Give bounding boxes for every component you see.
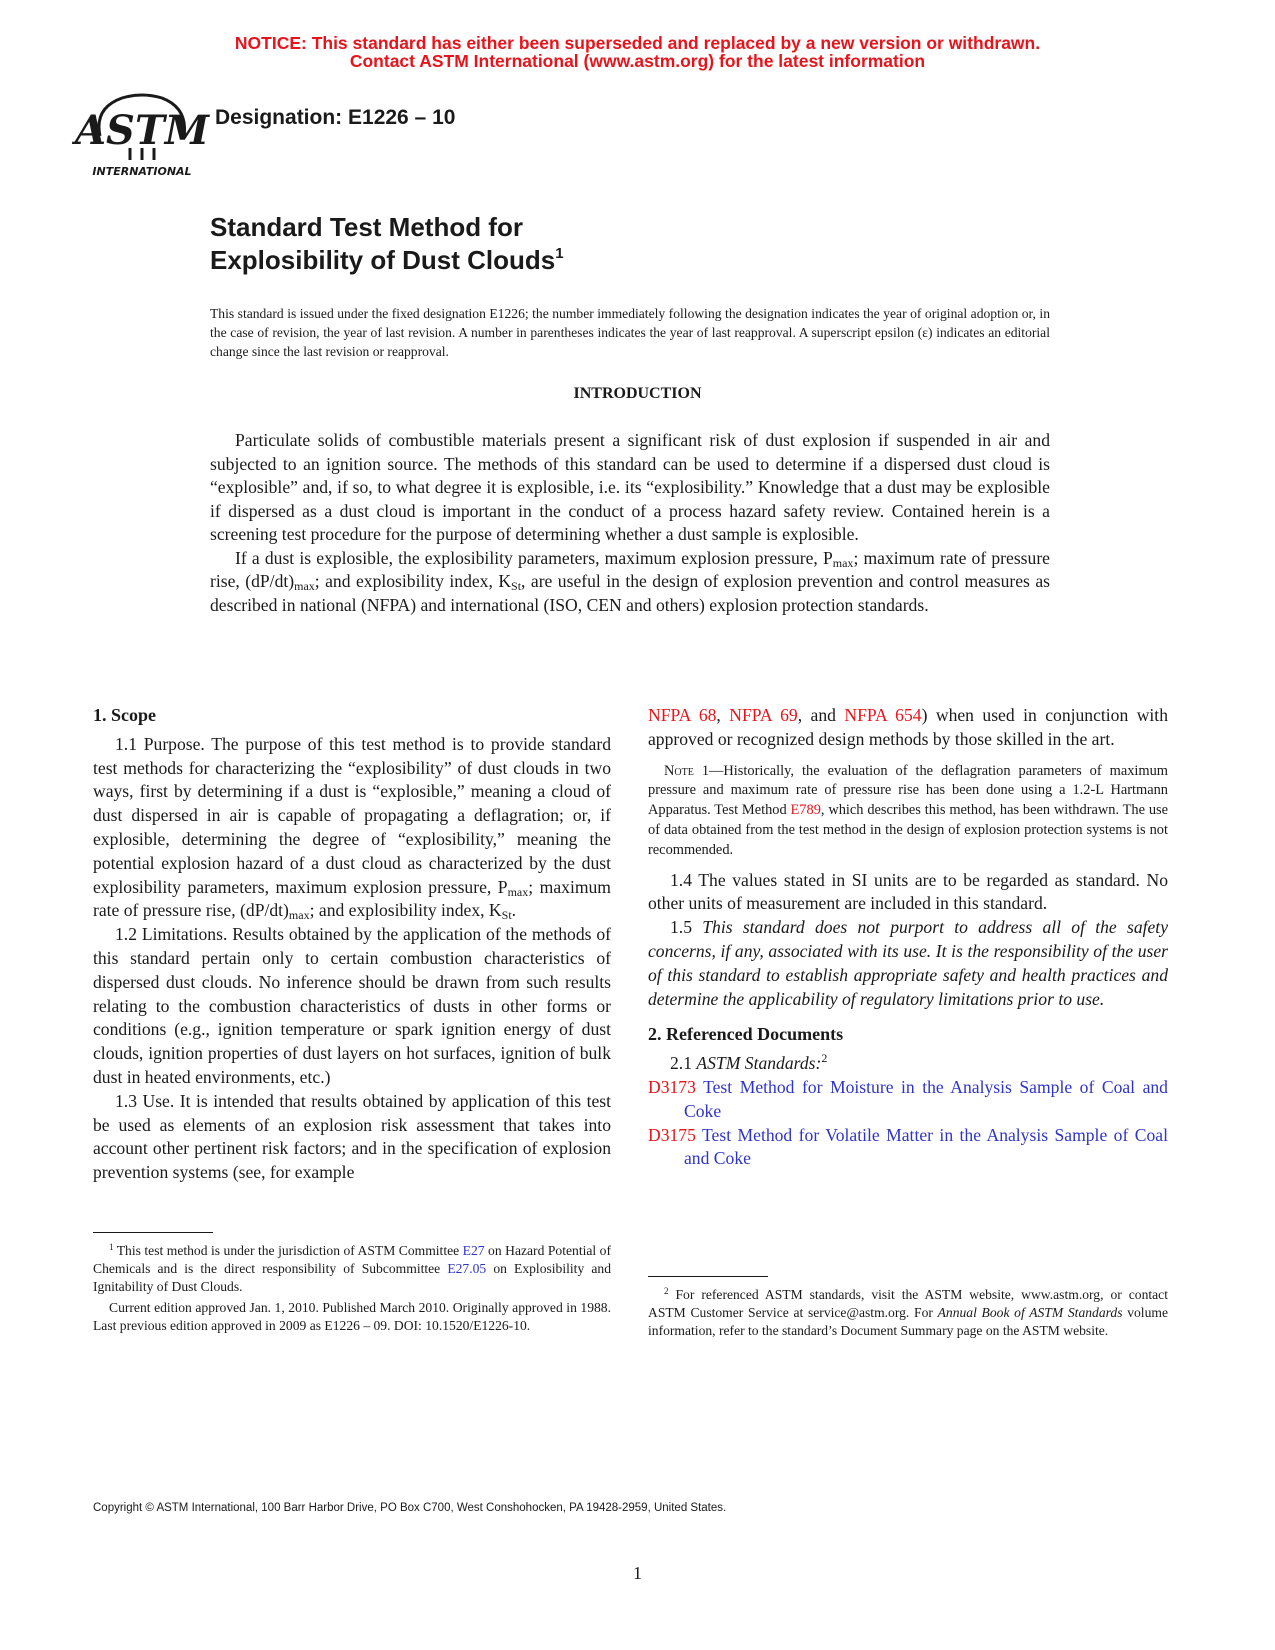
designation: Designation: E1226 – 10 (215, 106, 456, 129)
footnote-2: $^2$ For referenced ASTM standards, visit the ASTM website, www.astm.org, or contact ASTM Customer Service at service@astm.org. For Annual Book of ASTM Standards volume information, refer to the standard’s Document Summary page on the ASTM website. (648, 1286, 1168, 1338)
footnote-rule-left (93, 1232, 213, 1233)
intro-paragraph-1: Particulate solids of combustible materials present a significant risk of dust explosion if suspended in air and subjected to an ignition source. The methods of this standard can be used to determine if a dispersed dust cloud is “explosible” and, if so, to what degree it is explosible, i.e. its “explosibility.” Knowledge that a dust may be explosible if dispersed as a dust cloud is important in the conduct of a process hazard safety review. Contained herein is a screening test procedure for the purpose of determining whether a dust sample is explosible. (210, 430, 1050, 544)
scope-1-5: 1.5 This standard does not purport to address all of the safety concerns, if any, associated with its use. It is the responsibility of the user of this standard to establish appropriate safety and health practices and determine the applicability of regulatory limitations prior to use. (648, 917, 1169, 1009)
title-footnote-mark: 1 (555, 245, 564, 262)
nfpa-654-link[interactable]: NFPA 654 (844, 705, 922, 725)
page-title (210, 211, 564, 277)
section-2-heading: 2. Referenced Documents (648, 1024, 844, 1045)
introduction-body (210, 429, 1050, 617)
e27-link[interactable]: E27 (462, 1243, 485, 1258)
scope-1-1: 1.1 Purpose. The purpose of this test method is to provide standard test methods for characterizing the “explosibility” of dust clouds in two ways, first by determining if a dust is “explosible,” meaning a cloud of dust dispersed in air is capable of propagating a deflagration; or, if explosible, determining the degree of “explosibility,” meaning the potential explosion hazard of a dust cloud as characterized by the dust explosibility parameters, maximum explosion pressure, $P_{max}$; maximum rate of pressure rise, $(dP/dt)_{max}$; and explosibility index, $K_{St}$. (93, 733, 611, 923)
title-line-1: Standard Test Method for (210, 212, 523, 242)
svg-text:ASTM: ASTM (75, 107, 209, 154)
scope-1-4: 1.4 The values stated in SI units are to be regarded as standard. No other units of measurement are included in this standard. (648, 869, 1168, 914)
title-line-2: Explosibility of Dust Clouds (210, 245, 556, 275)
footnote-rule-right (648, 1276, 768, 1277)
intro-paragraph-2: If a dust is explosible, the explosibility parameters, maximum explosion pressure, $P_{max}$; maximum rate of pressure rise, $(dP/dt)_{max}$; and explosibility index, $K_{St}$, are useful in the design of explosion prevention and control measures as described in national (NFPA) and international (ISO, CEN and others) explosion protection standards. (210, 547, 1051, 615)
section-1-heading: 1. Scope (93, 705, 156, 725)
scope-1-3-continued: NFPA 68, NFPA 69, and NFPA 654) when used in conjunction with approved or recognized design methods by those skilled in the art. (648, 705, 1168, 749)
notice-line-1: NOTICE: This standard has either been superseded and replaced by a new version or withdrawn. (234, 33, 1041, 53)
left-column (93, 704, 611, 1185)
nfpa-69-link[interactable]: NFPA 69 (729, 705, 798, 725)
nfpa-68-link[interactable]: NFPA 68 (648, 705, 717, 725)
astm-standards-label: 2.1 ASTM Standards:$^2$ (670, 1051, 828, 1074)
copyright: Copyright © ASTM International, 100 Barr Harbor Drive, PO Box C700, West Conshohocken, PA 19428-2959, United States. (93, 1502, 727, 1514)
astm-logo (75, 86, 209, 178)
e789-link[interactable]: E789 (790, 802, 821, 819)
reference-d3175[interactable]: D3175 Test Method for Volatile Matter in the Analysis Sample of Coal and Coke (648, 1124, 1168, 1169)
introduction-heading: INTRODUCTION (573, 385, 702, 402)
footnote-1-edition: Current edition approved Jan. 1, 2010. Published March 2010. Originally approved in 1988. Last previous edition approved in 2009 as E1226 – 09. DOI: 10.1520/E1226-10. (93, 1300, 611, 1333)
logo-text: INTERNATIONAL (92, 165, 192, 178)
astm-logo-icon (75, 86, 209, 178)
footnote-1: $^1$ This test method is under the jurisdiction of ASTM Committee E27 on Hazard Potential of Chemicals and is the direct responsibility of Subcommittee E27.05 on Explosibility and Ignitability of Dust Clouds. Current edition approved Jan. 1, 2010. Published March 2010. Originally approved in 1988. Last previous edition approved in 2009 as E1226 – 09. DOI: 10.1520/E1226-10. (93, 1242, 611, 1333)
scope-1-2: 1.2 Limitations. Results obtained by the application of the methods of this standard pertain only to certain combustion characteristics of dispersed dust clouds. No inference should be drawn from such results relating to the combustion characteristics of dusts in other forms or conditions (e.g., ignition temperature or spark ignition energy of dust clouds, ignition properties of dust layers on hot surfaces, ignition of bulk dust in heated environments, etc.) (93, 924, 611, 1087)
issued-note: This standard is issued under the fixed designation E1226; the number immediately following the designation indicates the year of original adoption or, in the case of revision, the year of last revision. A number in parentheses indicates the year of last reapproval. A superscript epsilon (ε) indicates an editorial change since the last revision or reapproval. (210, 306, 1050, 359)
scope-1-3: 1.3 Use. It is intended that results obtained by application of this test be used as elements of an explosion risk assessment that takes into account other pertinent risk factors; and in the specification of explosion prevention systems (see, for example (93, 1090, 611, 1183)
reference-d3173[interactable]: D3173 Test Method for Moisture in the Analysis Sample of Coal and Coke (648, 1076, 1168, 1121)
page-number: 1 (633, 1563, 642, 1583)
e27-05-link[interactable]: E27.05 (447, 1261, 487, 1276)
note-1: Note 1—Historically, the evaluation of the deflagration parameters of maximum pressure and maximum rate of pressure rise has been done using a 1.2-L Hartmann Apparatus. Test Method E789, which describes this method, has been withdrawn. The use of data obtained from the test method in the design of explosion protection systems is not recommended. (648, 762, 1169, 858)
right-column (648, 704, 1168, 1171)
notice-line-2: Contact ASTM International (www.astm.org) for the latest information (349, 51, 926, 71)
